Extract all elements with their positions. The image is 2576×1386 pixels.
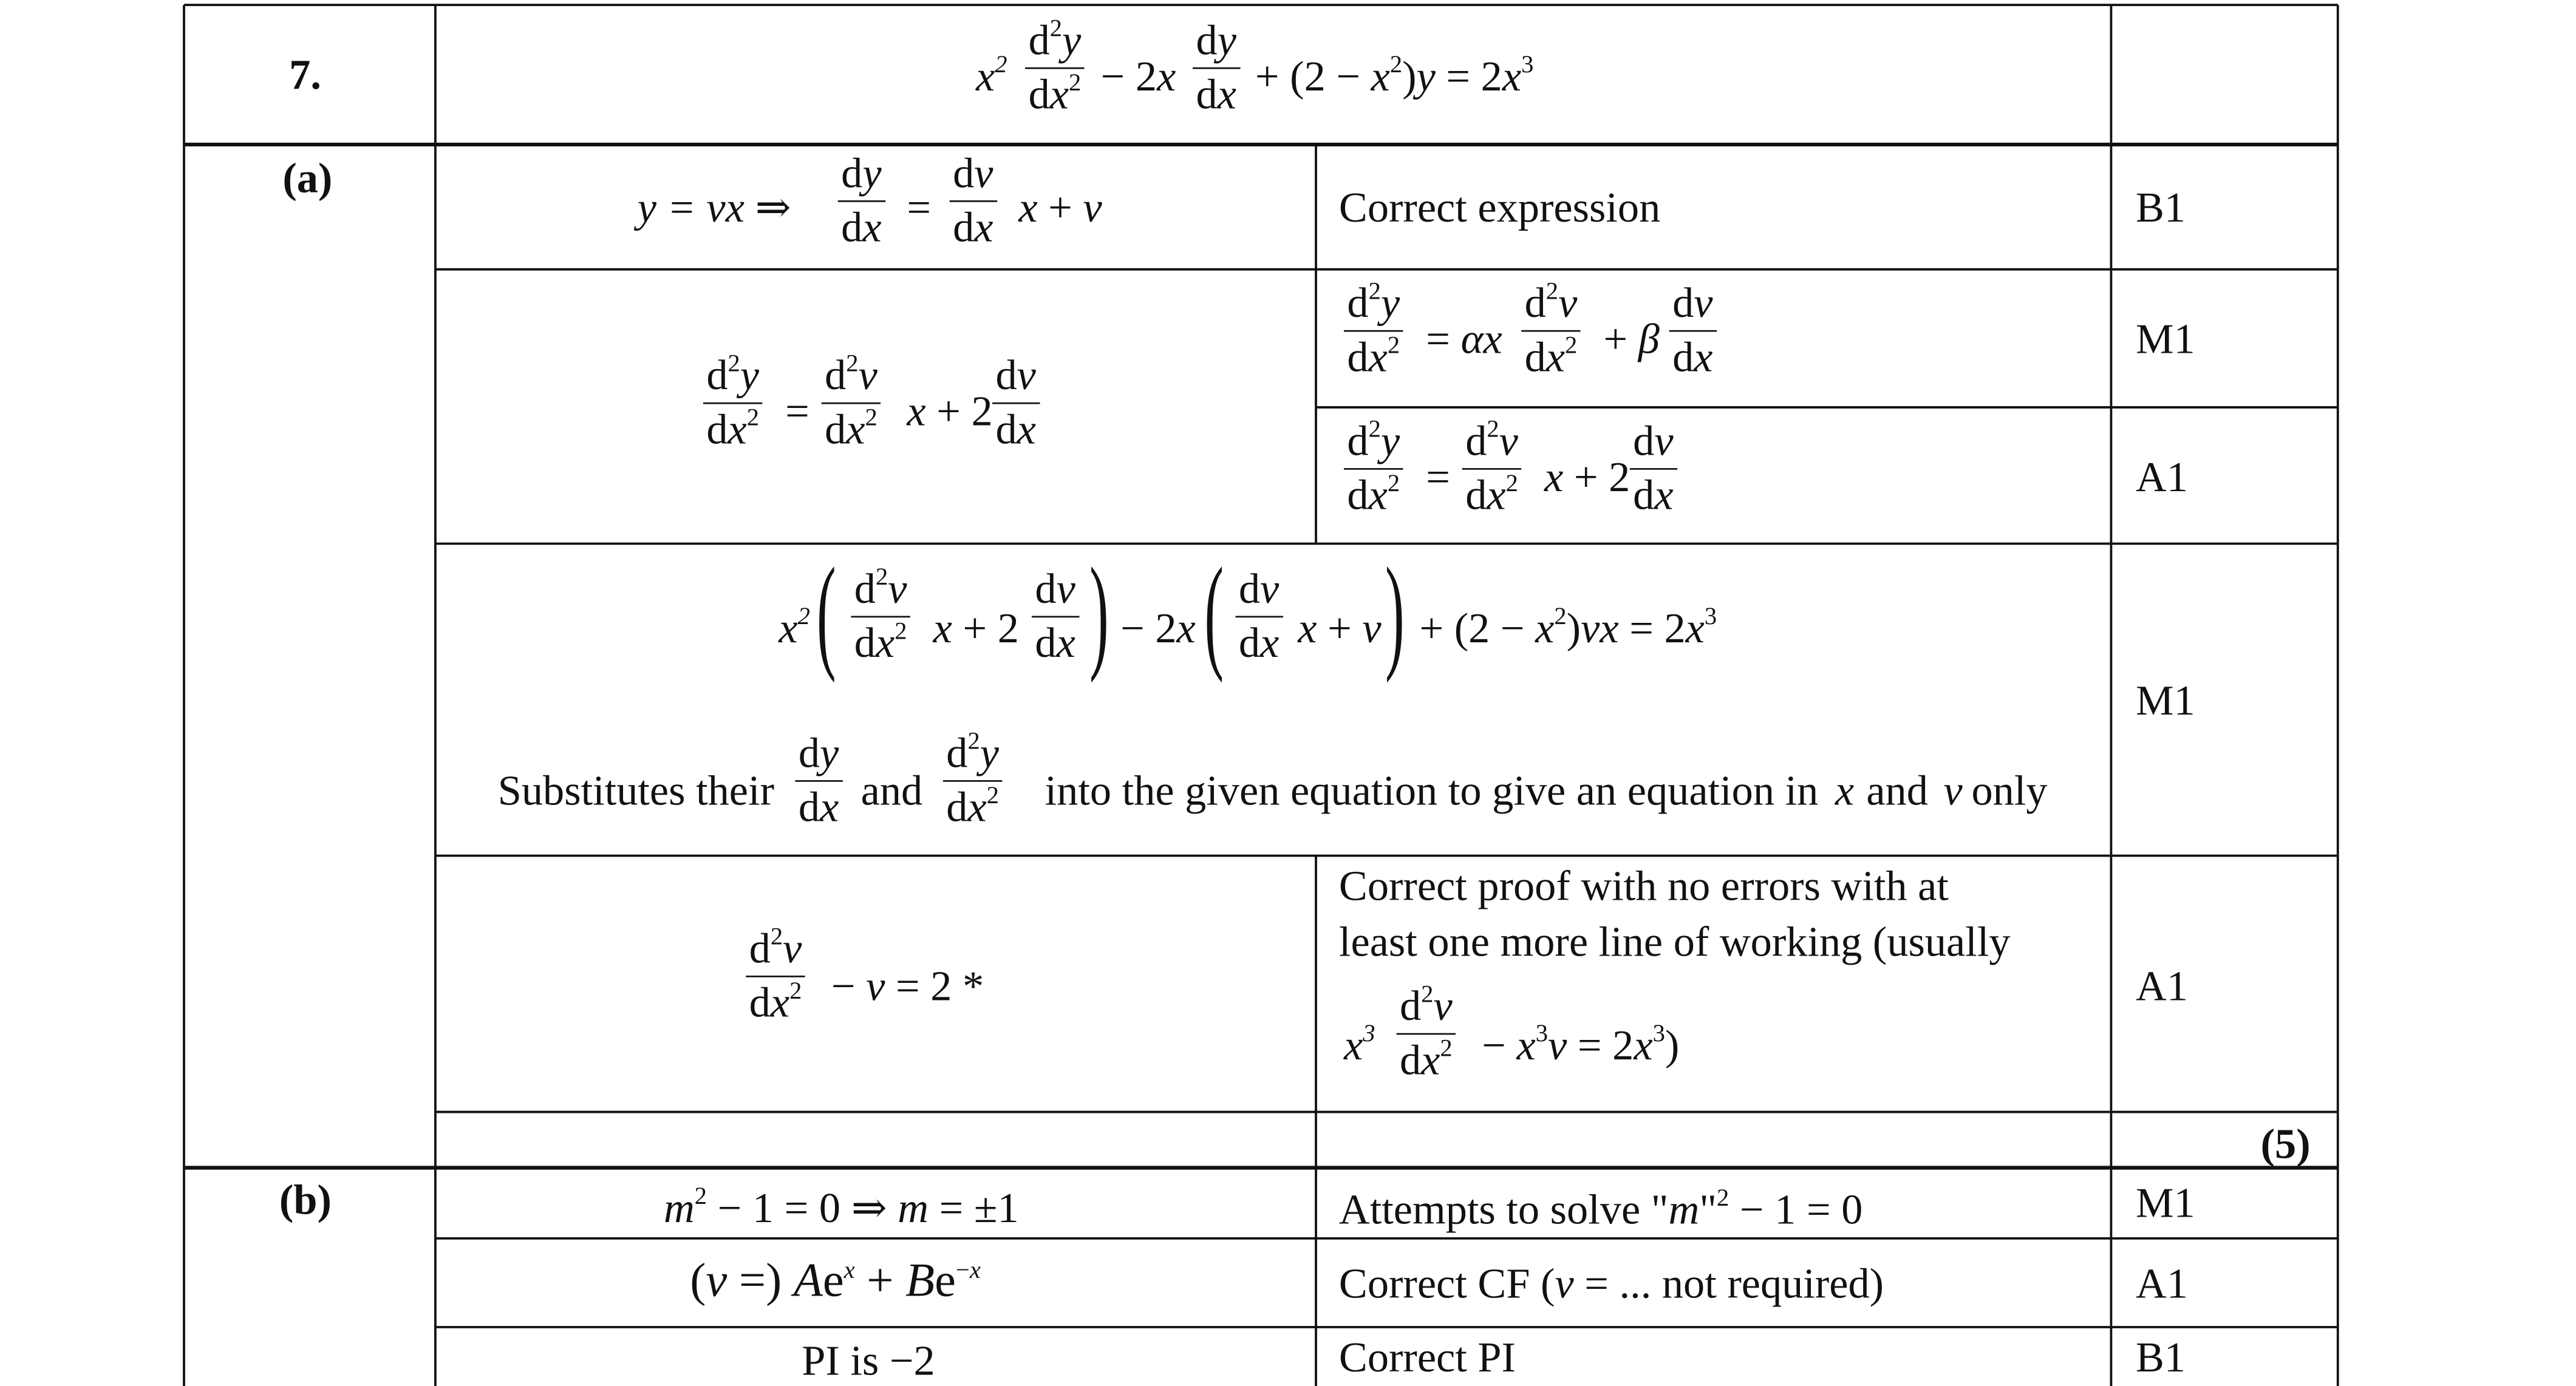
note-correct-pi: Correct PI — [1338, 1333, 1516, 1382]
working-complementary-function: (v =) $Ae^x + Be^{-x}$ — [690, 1254, 981, 1308]
mark-a1-b: A1 — [2136, 1260, 2189, 1308]
note-correct-cf: Correct CF (v = ... not required) — [1338, 1260, 1884, 1308]
working-auxiliary-equation: $m^2 - 1 = 0$ ⇒ m = ±1 — [663, 1184, 1019, 1232]
working-particular-integral: PI is −2 — [802, 1337, 935, 1385]
mark-m1: M1 — [2136, 315, 2195, 363]
part-a-label: (a) — [282, 154, 333, 202]
mark-a1-proof: A1 — [2136, 962, 2189, 1010]
question-number: 7. — [289, 50, 321, 99]
note-proof-line1: Correct proof with no errors with at — [1338, 862, 1949, 910]
note-attempt-solve: Attempts to solve "m"$^2$ − 1 = 0 — [1338, 1186, 1863, 1234]
mark-b1: B1 — [2136, 184, 2186, 232]
note-proof-line2: least one more line of working (usually — [1338, 918, 2011, 966]
mark-scheme-page: 7. $x^2$ $\frac{d^2y}{dx^2}$ − 2x $\frac{dy}{dx}$ + $(2 - x^2)y = 2x^3$ (a) y = vx ⇒ $\frac{dy}{dx}$ = $\frac{dv}{dx}$ x + v Correct expression B1 $\frac{d^2y}{dx^2}$ = $\frac{d^2v}{dx^2}$ x + 2 $\frac{dv}{dx}$ $\frac{d^2y}{dx^2}$ = αx $\frac{d^2v}{dx^2}$ + β $\frac{dv}{dx}$ $\frac{d^2y}{dx^2}$ = $\frac{d^2v}{dx^2}$ x + 2 $\frac{dv}{dx}$ M1 A1 $x^2$ ( $\frac{d^2v}{dx^2}$ x + 2 $\frac{dv}{dx}$ ) − 2x ( $\frac{dv}{dx}$ x + v ) + $(2 - x^2)vx = 2x^3$ Substitutes their $\frac{dy}{dx}$ and $\frac{d^2y}{dx^2}$ into the given equation to give an equation in x and v only M1 $\frac{d^2v}{dx^2}$ − v = 2 * Correct proof with no errors with at least one more line of working (usually $x^3$ $\frac{d^2v}{dx^2}$ − $x^3v = 2x^3$) A1 (5) (b) $m^2 - 1 = 0$ ⇒ m = ±1 Attempts to solve "m"$^2$ − 1 = 0 M1 (v =) $Ae^x + Be^{-x}$ Correct CF (v = ... not required) A1 PI is −2 Correct PI B1 — [0, 0, 2576, 1386]
note-correct-expression: Correct expression — [1338, 184, 1661, 232]
mark-m1-b: M1 — [2136, 1179, 2195, 1227]
mark-b1-b: B1 — [2136, 1333, 2186, 1382]
part-b-label: (b) — [279, 1176, 332, 1224]
mark-m1-substitution: M1 — [2136, 676, 2195, 725]
mark-a1: A1 — [2136, 453, 2189, 501]
part-a-total: (5) — [2260, 1120, 2311, 1168]
